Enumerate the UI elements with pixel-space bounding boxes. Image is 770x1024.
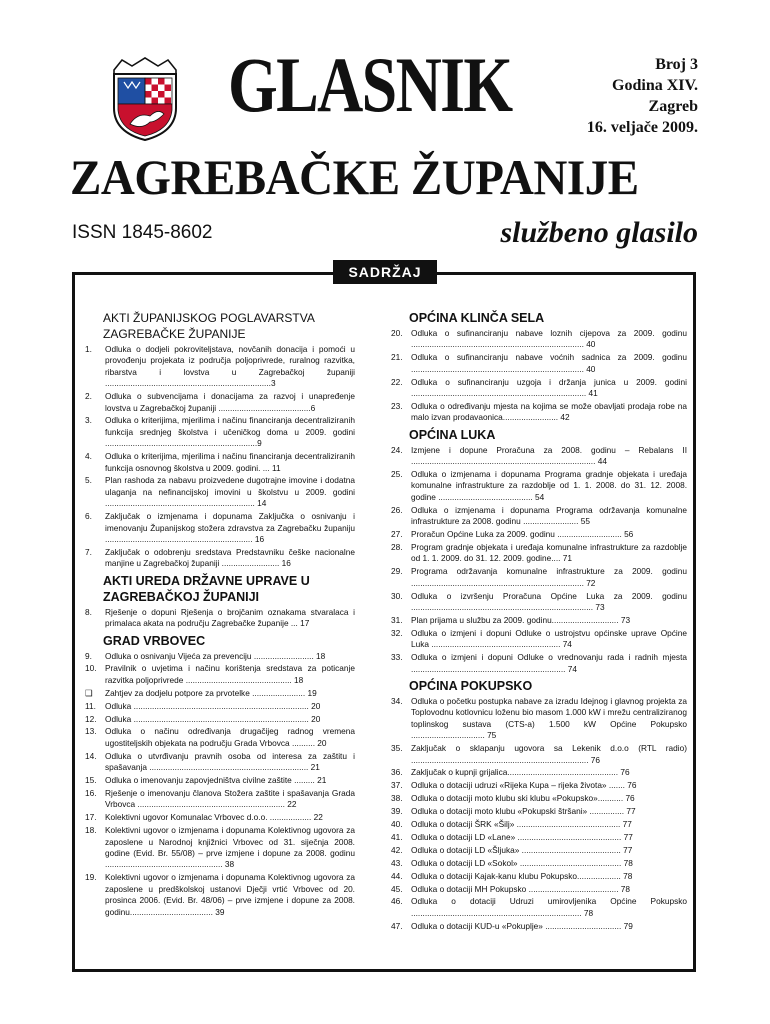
entry-number: 13.	[85, 726, 97, 737]
contents-entry	[391, 743, 687, 766]
masthead	[0, 0, 770, 270]
entry-number: 9.	[85, 650, 92, 661]
contents-entry	[391, 401, 687, 424]
entry-text: Odluka o dotaciji MH Pokupsko ....................................... 78	[411, 883, 631, 894]
contents-entry	[391, 845, 687, 856]
entry-text: Odluka o izmjeni i dopuni Odluke o ustrojstvu općinske uprave Općine Luka ........................................................ 74	[411, 627, 687, 650]
contents-box	[72, 272, 696, 972]
contents-entry	[391, 819, 687, 830]
contents-entry	[391, 591, 687, 614]
contents-entry	[391, 696, 687, 742]
contents-entry	[391, 628, 687, 651]
entry-text: Odluka o kriterijima, mjerilima i načinu financiranja decentraliziranih funkcija osnovnog školstva u 2009. godini. ... 11	[105, 451, 355, 473]
entry-text: Odluka o sufinanciranju nabave voćnih sadnica za 2009. godinu ........................................................................... 40	[411, 352, 687, 374]
entry-number: 3.	[85, 415, 92, 426]
entry-number: 42.	[391, 844, 403, 855]
contents-entry	[391, 896, 687, 919]
masthead-title: GLASNIK	[228, 41, 512, 128]
entry-number: ❑	[85, 687, 93, 698]
entry-text: Odluka o subvencijama i donacijama za razvoj i unapređenje lovstva u Zagrebačkoj županiji ........................................6	[105, 391, 355, 413]
entry-text: Rješenje o dopuni Rješenja o brojčanim oznakama stvaralaca i primalaca akata na području Zagrebačke županije ... 17	[105, 606, 355, 629]
issn: ISSN 1845-8602	[72, 222, 213, 243]
contents-column-left	[85, 307, 355, 919]
entry-text: Kolektivni ugovor o izmjenama i dopunama Kolektivnog ugovora za zaposlene u predškolskoj ustanovi Dječji vrtić Vrbovec od 20. prosinca 2006. (Evid. Br. 48/06) – prve izmjene i dopune za 2008. godinu.................................... 39	[105, 872, 355, 917]
contents-entry	[85, 475, 355, 509]
entry-number: 6.	[85, 511, 92, 522]
entry-text: Odluka o izmjenama i dopunama Programa gradnje objekata i uređaja komunalne infrastrukture za razdoblje od 1. 1. 2008. do 31. 12. 2008. godine ......................................... 54	[411, 469, 687, 502]
entry-text: Programa održavanja komunalne infrastrukture za 2009. godinu ........................................................................... 72	[411, 566, 687, 588]
entry-number: 38.	[391, 793, 403, 804]
entry-text: Proračun Općine Luka za 2009. godinu ............................ 56	[411, 529, 634, 540]
entry-number: 39.	[391, 806, 403, 817]
contents-entry	[85, 607, 355, 630]
entry-text: Odluka o sufinanciranju uzgoja i držanja junica u 2009. godini ............................................................................ 41	[411, 376, 687, 399]
entry-text: Odluka o dotaciji moto klubu ski klubu «Pokupsko»........... 76	[411, 793, 635, 804]
contents-entry	[85, 391, 355, 414]
contents-entry	[85, 344, 355, 390]
entry-number: 22.	[391, 376, 403, 387]
entry-text: Odluka o izmjeni i dopuni Odluke o vrednovanju rada i radnih mjesta ................................................................... 74	[411, 652, 687, 674]
entry-number: 2.	[85, 391, 92, 402]
entry-number: 5.	[85, 475, 92, 486]
contents-entry	[85, 714, 355, 725]
entry-number: 24.	[391, 444, 403, 455]
entry-text: Odluka o osnivanju Vijeća za prevenciju .......................... 18	[105, 650, 326, 661]
entry-number: 46.	[391, 896, 403, 907]
entry-text: Odluka o dotaciji Kajak-kanu klubu Pokupsko................... 78	[411, 870, 633, 881]
entry-text: Odluka o određivanju mjesta na kojima se može obavljati prodaja robe na malo izvan prodavaonica........................ 42	[411, 400, 687, 423]
entry-number: 30.	[391, 590, 403, 601]
entry-number: 16.	[85, 788, 97, 798]
entry-text: Odluka o sufinanciranju nabave loznih cijepova za 2009. godinu ........................................................................... 40	[411, 328, 687, 350]
contents-entry	[85, 415, 355, 449]
issue-year: Godina XIV.	[612, 77, 698, 94]
entry-text: Kolektivni ugovor Komunalac Vrbovec d.o.o. .................. 22	[105, 812, 323, 823]
contents-entry	[85, 701, 355, 712]
section-heading: AKTI UREDA DRŽAVNE UPRAVE U ZAGREBAČKOJ ŽUPANIJI	[103, 573, 310, 604]
contents-entry	[85, 511, 355, 545]
entry-number: 8.	[85, 606, 92, 617]
contents-entry	[391, 767, 687, 778]
entry-text: Zaključak o sklapanju ugovora sa Lekenik d.o.o (RTL radio) ............................................................................. 76	[411, 743, 687, 765]
entry-text: Zahtjev za dodjelu potpore za prvotelke ....................... 19	[105, 687, 317, 698]
entry-number: 11.	[85, 700, 96, 711]
entry-text: Pravilnik o uvjetima i načinu korištenja sredstava za poticanje razvitka poljoprivrede .............................................. 18	[105, 663, 355, 685]
contents-entry	[391, 469, 687, 503]
entry-number: 26.	[391, 504, 403, 515]
entry-text: Odluka o izmjenama i dopunama Programa održavanja komunalne infrastrukture za 2008. godinu ........................ 55	[411, 504, 687, 527]
entry-number: 12.	[85, 713, 97, 724]
contents-entry	[391, 806, 687, 817]
contents-entry	[85, 726, 355, 749]
entry-text: Program gradnje objekata i uređaja komunalne infrastrukture za razdoblje od 1. 1. 2009. do 31. 12. 2009. godine.... 71	[411, 542, 687, 564]
entry-text: Odluka o izvršenju Proračuna Općine Luka za 2009. godinu ............................................................................... 73	[411, 590, 687, 613]
contents-entry	[391, 871, 687, 882]
entry-number: 28.	[391, 542, 403, 552]
entry-text: Odluka o dotaciji moto klubu «Pokupski štršani» ............... 77	[411, 806, 636, 817]
coat-of-arms-icon	[106, 56, 184, 142]
entry-text: Odluka o kriterijima, mjerilima i načinu financiranja decentraliziranih funkcija srednjeg školstva i učeničkog doma u 2009. godini ..................................................................9	[105, 415, 355, 449]
entry-number: 14.	[85, 750, 97, 761]
entry-number: 45.	[391, 883, 403, 894]
entry-number: 25.	[391, 469, 403, 480]
entry-text: Zaključak o odobrenju sredstava Predstavniku češke nacionalne manjine u Zagrebačkoj županiji ......................... 16	[105, 546, 355, 569]
contents-entry	[85, 812, 355, 823]
entry-text: Odluka ............................................................................ 20	[105, 700, 321, 711]
contents-entry	[85, 651, 355, 662]
contents-entry	[391, 652, 687, 675]
contents-entry	[391, 780, 687, 791]
contents-entry	[391, 615, 687, 626]
section-heading: GRAD VRBOVEC	[103, 633, 206, 648]
entry-text: Odluka o dotaciji Udruzi umirovljenika Općine Pokupsko .......................................................................... 78	[411, 896, 687, 918]
entry-text: Plan prijama u službu za 2009. godinu............................. 73	[411, 614, 631, 625]
contents-entry	[391, 858, 687, 869]
entry-text: Zaključak o kupnji grijalica................................................ 76	[411, 767, 630, 778]
entry-text: Plan rashoda za nabavu proizvedene dugotrajne imovine i dodatna ulaganja na nefinancijskoj imovini u školstvu u 2009. godini ................................................................. 14	[105, 475, 355, 509]
entry-number: 47.	[391, 920, 403, 931]
contents-column-right	[391, 307, 687, 934]
entry-text: Izmjene i dopune Proračuna za 2008. godinu – Rebalans II ................................................................................ 44	[411, 444, 687, 467]
entry-number: 17.	[85, 812, 97, 823]
entry-text: Odluka o dotaciji udruzi «Rijeka Kupa – rijeka života» ....... 76	[411, 780, 637, 791]
entry-number: 36.	[391, 767, 403, 778]
contents-entry	[391, 352, 687, 375]
entry-number: 43.	[391, 857, 403, 868]
entry-number: 15.	[85, 775, 97, 786]
section-heading: OPĆINA LUKA	[409, 427, 496, 442]
contents-entry	[85, 788, 355, 811]
section-heading: AKTI ŽUPANIJSKOG POGLAVARSTVA ZAGREBAČKE ŽUPANIJE	[103, 311, 315, 341]
entry-text: Kolektivni ugovor o izmjenama i dopunama Kolektivnog ugovora za zaposlene u Narodnoj knjižnici Vrbovec od 31. siječnja 2008. godine (Evid. Br. 55/08) – prve izmjene i dopune za 2008. godinu ................................................... 38	[105, 825, 355, 870]
entry-number: 18.	[85, 825, 97, 836]
issue-info	[587, 54, 698, 138]
contents-entry	[85, 688, 355, 699]
section-heading: OPĆINA KLINČA SELA	[409, 311, 545, 325]
entry-number: 19.	[85, 872, 97, 883]
entry-number: 7.	[85, 546, 92, 557]
masthead-subtitle: ZAGREBAČKE ŽUPANIJE	[70, 149, 639, 205]
contents-entry	[391, 884, 687, 895]
contents-entry	[391, 793, 687, 804]
entry-number: 40.	[391, 819, 403, 830]
section-heading: OPĆINA POKUPSKO	[409, 678, 533, 693]
contents-entry	[85, 775, 355, 786]
entry-number: 23.	[391, 400, 403, 411]
entry-text: Odluka o dodjeli pokroviteljstava, novčanih donacija i pomoći u provođenju projekata iz područja poljoprivrede, ruralnog razvitka, ribarstva i lovstva u Zagrebačkoj županiji ........................................................................3	[105, 344, 355, 389]
issue-number: Broj 3	[655, 56, 698, 73]
contents-heading: SADRŽAJ	[333, 260, 437, 284]
contents-entry	[85, 663, 355, 686]
issue-place: Zagreb	[648, 98, 698, 115]
contents-entry	[85, 751, 355, 774]
entry-text: Odluka o dotaciji LD «Sokol» ............................................ 78	[411, 857, 633, 868]
entry-text: Odluka o utvrđivanju pravnih osoba od interesa za zaštitu i spašavanja ..................................................................... 21	[105, 750, 355, 773]
contents-entry	[391, 445, 687, 468]
entry-number: 20.	[391, 328, 403, 338]
entry-text: Odluka o početku postupka nabave za izradu Idejnog i glavnog projekta za Toplovodnu kotlovnicu loženu bio masom 1.000 kW i mrežu centraliziranog toplinskog sustava (CTS-a) 1.500 kW Općine Pokupsko ................................ 75	[411, 695, 687, 741]
entry-text: Odluka o imenovanju zapovjedništva civilne zaštite ......... 21	[105, 775, 327, 786]
contents-entry	[85, 825, 355, 871]
entry-number: 4.	[85, 451, 92, 462]
contents-entry	[391, 542, 687, 565]
contents-entry	[391, 529, 687, 540]
motto: službeno glasilo	[500, 216, 698, 249]
contents-entry	[85, 547, 355, 570]
contents-entry	[391, 921, 687, 932]
entry-number: 33.	[391, 652, 403, 663]
entry-text: Zaključak o izmjenama i dopunama Zaključka o osnivanju i imenovanju Županijskog stožera zdravstva za Zagrebačku županiju ................................................................ 16	[105, 511, 355, 544]
entry-text: Odluka ............................................................................ 20	[105, 713, 321, 724]
entry-number: 27.	[391, 529, 403, 540]
entry-number: 32.	[391, 627, 403, 638]
entry-number: 34.	[391, 695, 403, 706]
entry-number: 37.	[391, 780, 403, 791]
entry-number: 31.	[391, 614, 403, 625]
contents-entry	[391, 377, 687, 400]
entry-text: Odluka o dotaciji LD «Šljuka» ........................................... 77	[411, 844, 633, 855]
entry-number: 41.	[391, 831, 403, 842]
entry-text: Odluka o dotaciji LD «Lane» ............................................. 77	[411, 831, 633, 842]
contents-entry	[85, 872, 355, 918]
entry-text: Odluka o dotaciji ŠRK «Šilj» ............................................. 77	[411, 819, 632, 830]
entry-text: Odluka o načinu određivanja drugačijeg radnog vremena ugostiteljskih objekata na području Grada Vrbovca .......... 20	[105, 726, 355, 748]
entry-number: 44.	[391, 870, 403, 881]
entry-number: 35.	[391, 743, 403, 754]
entry-number: 21.	[391, 352, 403, 363]
issue-date: 16. veljače 2009.	[586, 119, 698, 136]
contents-entry	[391, 505, 687, 528]
entry-number: 1.	[85, 344, 92, 354]
entry-text: Odluka o dotaciji KUD-u «Pokuplje» ................................. 79	[411, 920, 633, 931]
contents-entry	[391, 328, 687, 351]
contents-entry	[391, 832, 687, 843]
contents-entry	[85, 451, 355, 474]
entry-number: 10.	[85, 663, 97, 674]
contents-entry	[391, 566, 687, 589]
entry-number: 29.	[391, 566, 403, 577]
entry-text: Rješenje o imenovanju članova Stožera zaštite i spašavanja Grada Vrbovca ................................................................ 22	[105, 788, 355, 810]
